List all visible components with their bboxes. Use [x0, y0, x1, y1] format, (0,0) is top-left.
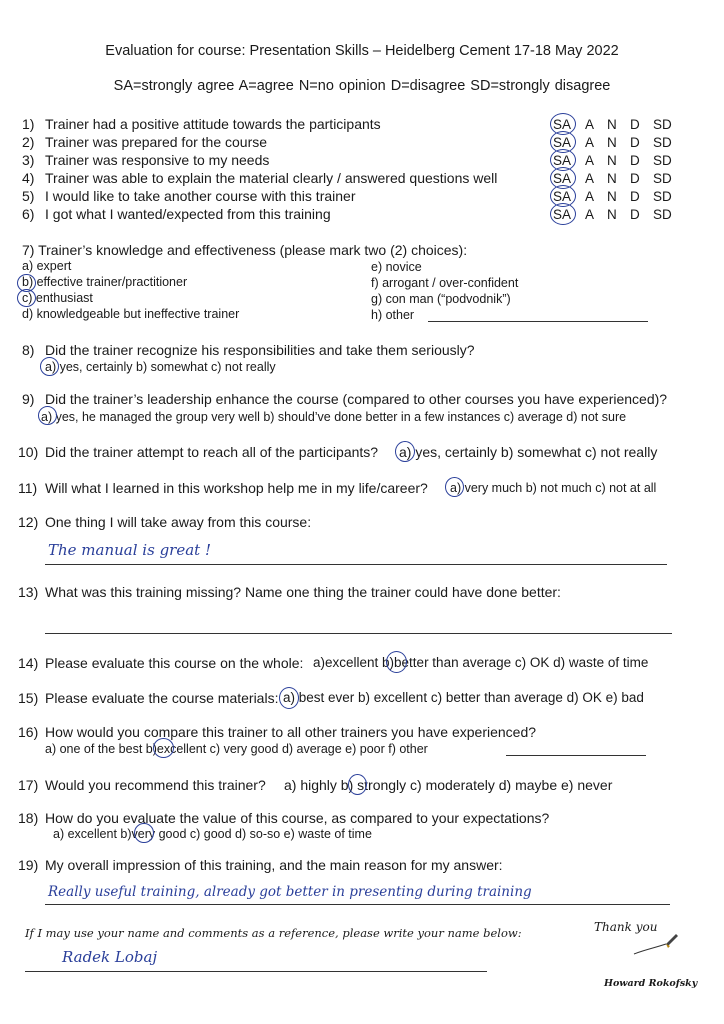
likert-num-2: 2)	[22, 134, 35, 150]
q11-num: 11)	[18, 480, 38, 496]
q12-answer-line	[45, 564, 667, 565]
q7-other-line	[428, 321, 648, 322]
q9-mark	[38, 406, 57, 425]
q12-num: 12)	[18, 514, 39, 530]
scale-sa[interactable]: SA	[553, 189, 572, 204]
scale-n[interactable]: N	[607, 117, 617, 132]
reference-name-line	[25, 971, 487, 972]
scale-a[interactable]: A	[585, 135, 595, 150]
scale-a[interactable]: A	[585, 171, 595, 186]
likert-text-3: Trainer was responsive to my needs	[45, 152, 270, 168]
q7-option-a[interactable]: a) expert	[22, 259, 72, 273]
scale-n[interactable]: N	[607, 189, 617, 204]
likert-num-1: 1)	[22, 116, 35, 132]
q14-num: 14)	[18, 655, 39, 671]
scale-sa[interactable]: SA	[553, 117, 572, 132]
q16-num: 16)	[18, 724, 39, 740]
q10-answers[interactable]: a) yes, certainly b) somewhat c) not really	[399, 444, 658, 460]
selected-mark-6	[550, 203, 576, 225]
q11-answers[interactable]: a) very much b) not much c) not at all	[450, 481, 657, 495]
q16-mark	[153, 738, 174, 758]
scale-n[interactable]: N	[607, 171, 617, 186]
q19-answer-line	[45, 904, 670, 905]
q8-answers[interactable]: a) yes, certainly b) somewhat c) not really	[45, 360, 276, 374]
q15-answers[interactable]: a) best ever b) excellent c) better than average d) OK e) bad	[283, 690, 644, 705]
q9-answers[interactable]: a) yes, he managed the group very well b) should’ve done better in a few instances c) average d) not sure	[41, 410, 627, 424]
likert-num-5: 5)	[22, 188, 35, 204]
scale-sd[interactable]: SD	[653, 117, 672, 132]
q17-num: 17)	[18, 777, 39, 793]
q15-text: Please evaluate the course materials:	[45, 690, 279, 706]
scale-n[interactable]: N	[607, 207, 617, 222]
signature-name: Howard Rokofsky	[604, 978, 698, 989]
q10-mark	[395, 441, 415, 462]
q12-response[interactable]: The manual is great !	[48, 541, 211, 559]
scale-d[interactable]: D	[630, 189, 640, 204]
q9-num: 9)	[22, 391, 35, 407]
q10-num: 10)	[18, 444, 39, 460]
q11-text: Will what I learned in this workshop help me in my life/career?	[45, 480, 428, 496]
scale-n[interactable]: N	[607, 153, 617, 168]
thank-you-note: Thank you	[594, 920, 658, 934]
q18-mark	[134, 823, 154, 843]
q8-num: 8)	[22, 342, 35, 358]
q7-option-c[interactable]: c) enthusiast	[22, 291, 93, 305]
q9-text: Did the trainer’s leadership enhance the course (compared to other courses you have experienced)?	[45, 391, 668, 407]
q7-option-b[interactable]: b) effective trainer/practitioner	[22, 275, 188, 289]
q7-option-e[interactable]: e) novice	[371, 260, 422, 274]
scale-a[interactable]: A	[585, 153, 595, 168]
reference-prompt: If I may use your name and comments as a reference, please write your name below:	[25, 926, 522, 940]
q7-mark-c	[17, 289, 36, 307]
q19-response[interactable]: Really useful training, already got better in presenting during training	[48, 884, 532, 900]
scale-sd[interactable]: SD	[653, 189, 672, 204]
q13-text: What was this training missing? Name one thing the trainer could have done better:	[45, 584, 561, 600]
scale-d[interactable]: D	[630, 153, 640, 168]
likert-text-2: Trainer was prepared for the course	[45, 134, 268, 150]
q19-text: My overall impression of this training, and the main reason for my answer:	[45, 857, 503, 873]
q15-num: 15)	[18, 690, 39, 706]
scale-sa[interactable]: SA	[553, 171, 572, 186]
scale-sa[interactable]: SA	[553, 207, 572, 222]
scale-a[interactable]: A	[585, 189, 595, 204]
reference-name[interactable]: Radek Lobaj	[62, 948, 158, 966]
q19-num: 19)	[18, 857, 39, 873]
form-title: Evaluation for course: Presentation Skills – Heidelberg Cement 17-18 May 2022	[105, 43, 619, 59]
scale-a[interactable]: A	[585, 207, 595, 222]
likert-text-1: Trainer had a positive attitude towards the participants	[45, 116, 381, 132]
scale-sd[interactable]: SD	[653, 153, 672, 168]
q7-option-d[interactable]: d) knowledgeable but ineffective trainer	[22, 307, 240, 321]
q14-text: Please evaluate this course on the whole:	[45, 655, 304, 671]
q16-answers[interactable]: a) one of the best b)excellent c) very good d) average e) poor f) other	[45, 742, 428, 756]
likert-num-4: 4)	[22, 170, 35, 186]
q14-answers[interactable]: a)excellent b)better than average c) OK d) waste of time	[313, 655, 649, 670]
q16-text: How would you compare this trainer to all other trainers you have experienced?	[45, 724, 537, 740]
pen-icon	[630, 928, 680, 958]
q12-text: One thing I will take away from this course:	[45, 514, 312, 530]
scale-d[interactable]: D	[630, 135, 640, 150]
q10-text: Did the trainer attempt to reach all of the participants?	[45, 444, 379, 460]
q18-answers[interactable]: a) excellent b)very good c) good d) so-so e) waste of time	[53, 827, 372, 841]
q16-other-line	[506, 755, 646, 756]
q13-num: 13)	[18, 584, 39, 600]
q8-mark	[40, 357, 59, 376]
q13-answer-line	[45, 633, 672, 634]
likert-num-6: 6)	[22, 206, 35, 222]
q17-answers[interactable]: a) highly b) strongly c) moderately d) maybe e) never	[284, 777, 613, 793]
scale-n[interactable]: N	[607, 135, 617, 150]
q11-mark	[445, 477, 464, 497]
scale-sa[interactable]: SA	[553, 135, 572, 150]
q17-mark	[348, 774, 367, 795]
q7-text: 7) Trainer’s knowledge and effectiveness (please mark two (2) choices):	[22, 242, 468, 258]
scale-sd[interactable]: SD	[653, 171, 672, 186]
scale-sd[interactable]: SD	[653, 207, 672, 222]
scale-d[interactable]: D	[630, 171, 640, 186]
scale-d[interactable]: D	[630, 207, 640, 222]
rating-legend: SA=strongly agree A=agree N=no opinion D=disagree SD=strongly disagree	[113, 78, 611, 94]
scale-sd[interactable]: SD	[653, 135, 672, 150]
q14-mark	[386, 651, 407, 673]
q7-option-f[interactable]: f) arrogant / over-confident	[371, 276, 519, 290]
q18-num: 18)	[18, 810, 39, 826]
q18-text: How do you evaluate the value of this course, as compared to your expectations?	[45, 810, 550, 826]
scale-d[interactable]: D	[630, 117, 640, 132]
q15-mark	[279, 687, 299, 709]
likert-text-4: Trainer was able to explain the material clearly / answered questions well	[45, 170, 498, 186]
q7-option-g[interactable]: g) con man (“podvodnik”)	[371, 292, 511, 306]
q7-option-h[interactable]: h) other	[371, 308, 415, 322]
scale-a[interactable]: A	[585, 117, 595, 132]
likert-num-3: 3)	[22, 152, 35, 168]
q8-text: Did the trainer recognize his responsibilities and take them seriously?	[45, 342, 475, 358]
scale-sa[interactable]: SA	[553, 153, 572, 168]
q17-text: Would you recommend this trainer?	[45, 777, 266, 793]
likert-text-6: I got what I wanted/expected from this training	[45, 206, 331, 222]
likert-text-5: I would like to take another course with this trainer	[45, 188, 356, 204]
